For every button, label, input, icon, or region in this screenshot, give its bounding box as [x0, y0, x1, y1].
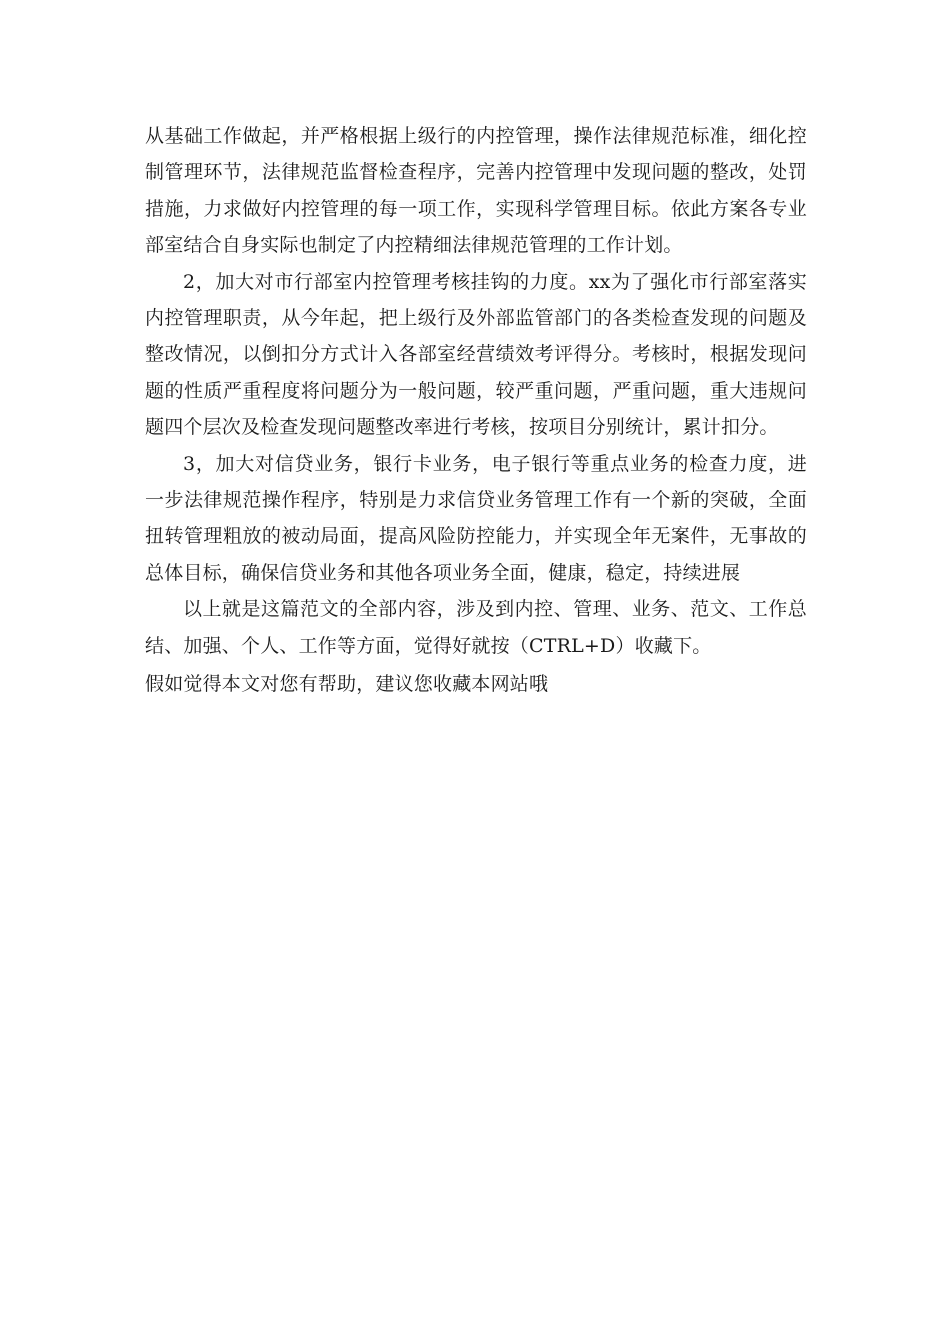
paragraph-item-2: 2，加大对市行部室内控管理考核挂钩的力度。xx为了强化市行部室落实内控管理职责，从今年起，把上级行及外部监管部门的各类检查发现的问题及整改情况，以倒扣分方式计入各部室经营绩效考评得分。考核时，根据发现问题的性质严重程度将问题分为一般问题，较严重问题，严重问题，重大违规问题四个层次及检查发现问题整改率进行考核，按项目分别统计，累计扣分。: [145, 270, 807, 439]
paragraph-bookmark-note: 假如觉得本文对您有帮助，建议您收藏本网站哦: [145, 673, 549, 696]
paragraph-item-3: 3，加大对信贷业务，银行卡业务，电子银行等重点业务的检查力度，进一步法律规范操作程序，特别是力求信贷业务管理工作有一个新的突破，全面扭转管理粗放的被动局面，提高风险防控能力，并实现全年无案件，无事故的总体目标，确保信贷业务和其他各项业务全面，健康，稳定，持续进展: [145, 452, 807, 584]
paragraph-continuation: 从基础工作做起，并严格根据上级行的内控管理，操作法律规范标准，细化控制管理环节，法律规范监督检查程序，完善内控管理中发现问题的整改，处罚措施，力求做好内控管理的每一项工作，实现科学管理目标。依此方案各专业部室结合自身实际也制定了内控精细法律规范管理的工作计划。: [145, 125, 807, 257]
paragraph-summary: 以上就是这篇范文的全部内容，涉及到内控、管理、业务、范文、工作总结、加强、个人、工作等方面，觉得好就按（CTRL+D）收藏下。: [145, 598, 807, 657]
document-body: [145, 118, 807, 703]
